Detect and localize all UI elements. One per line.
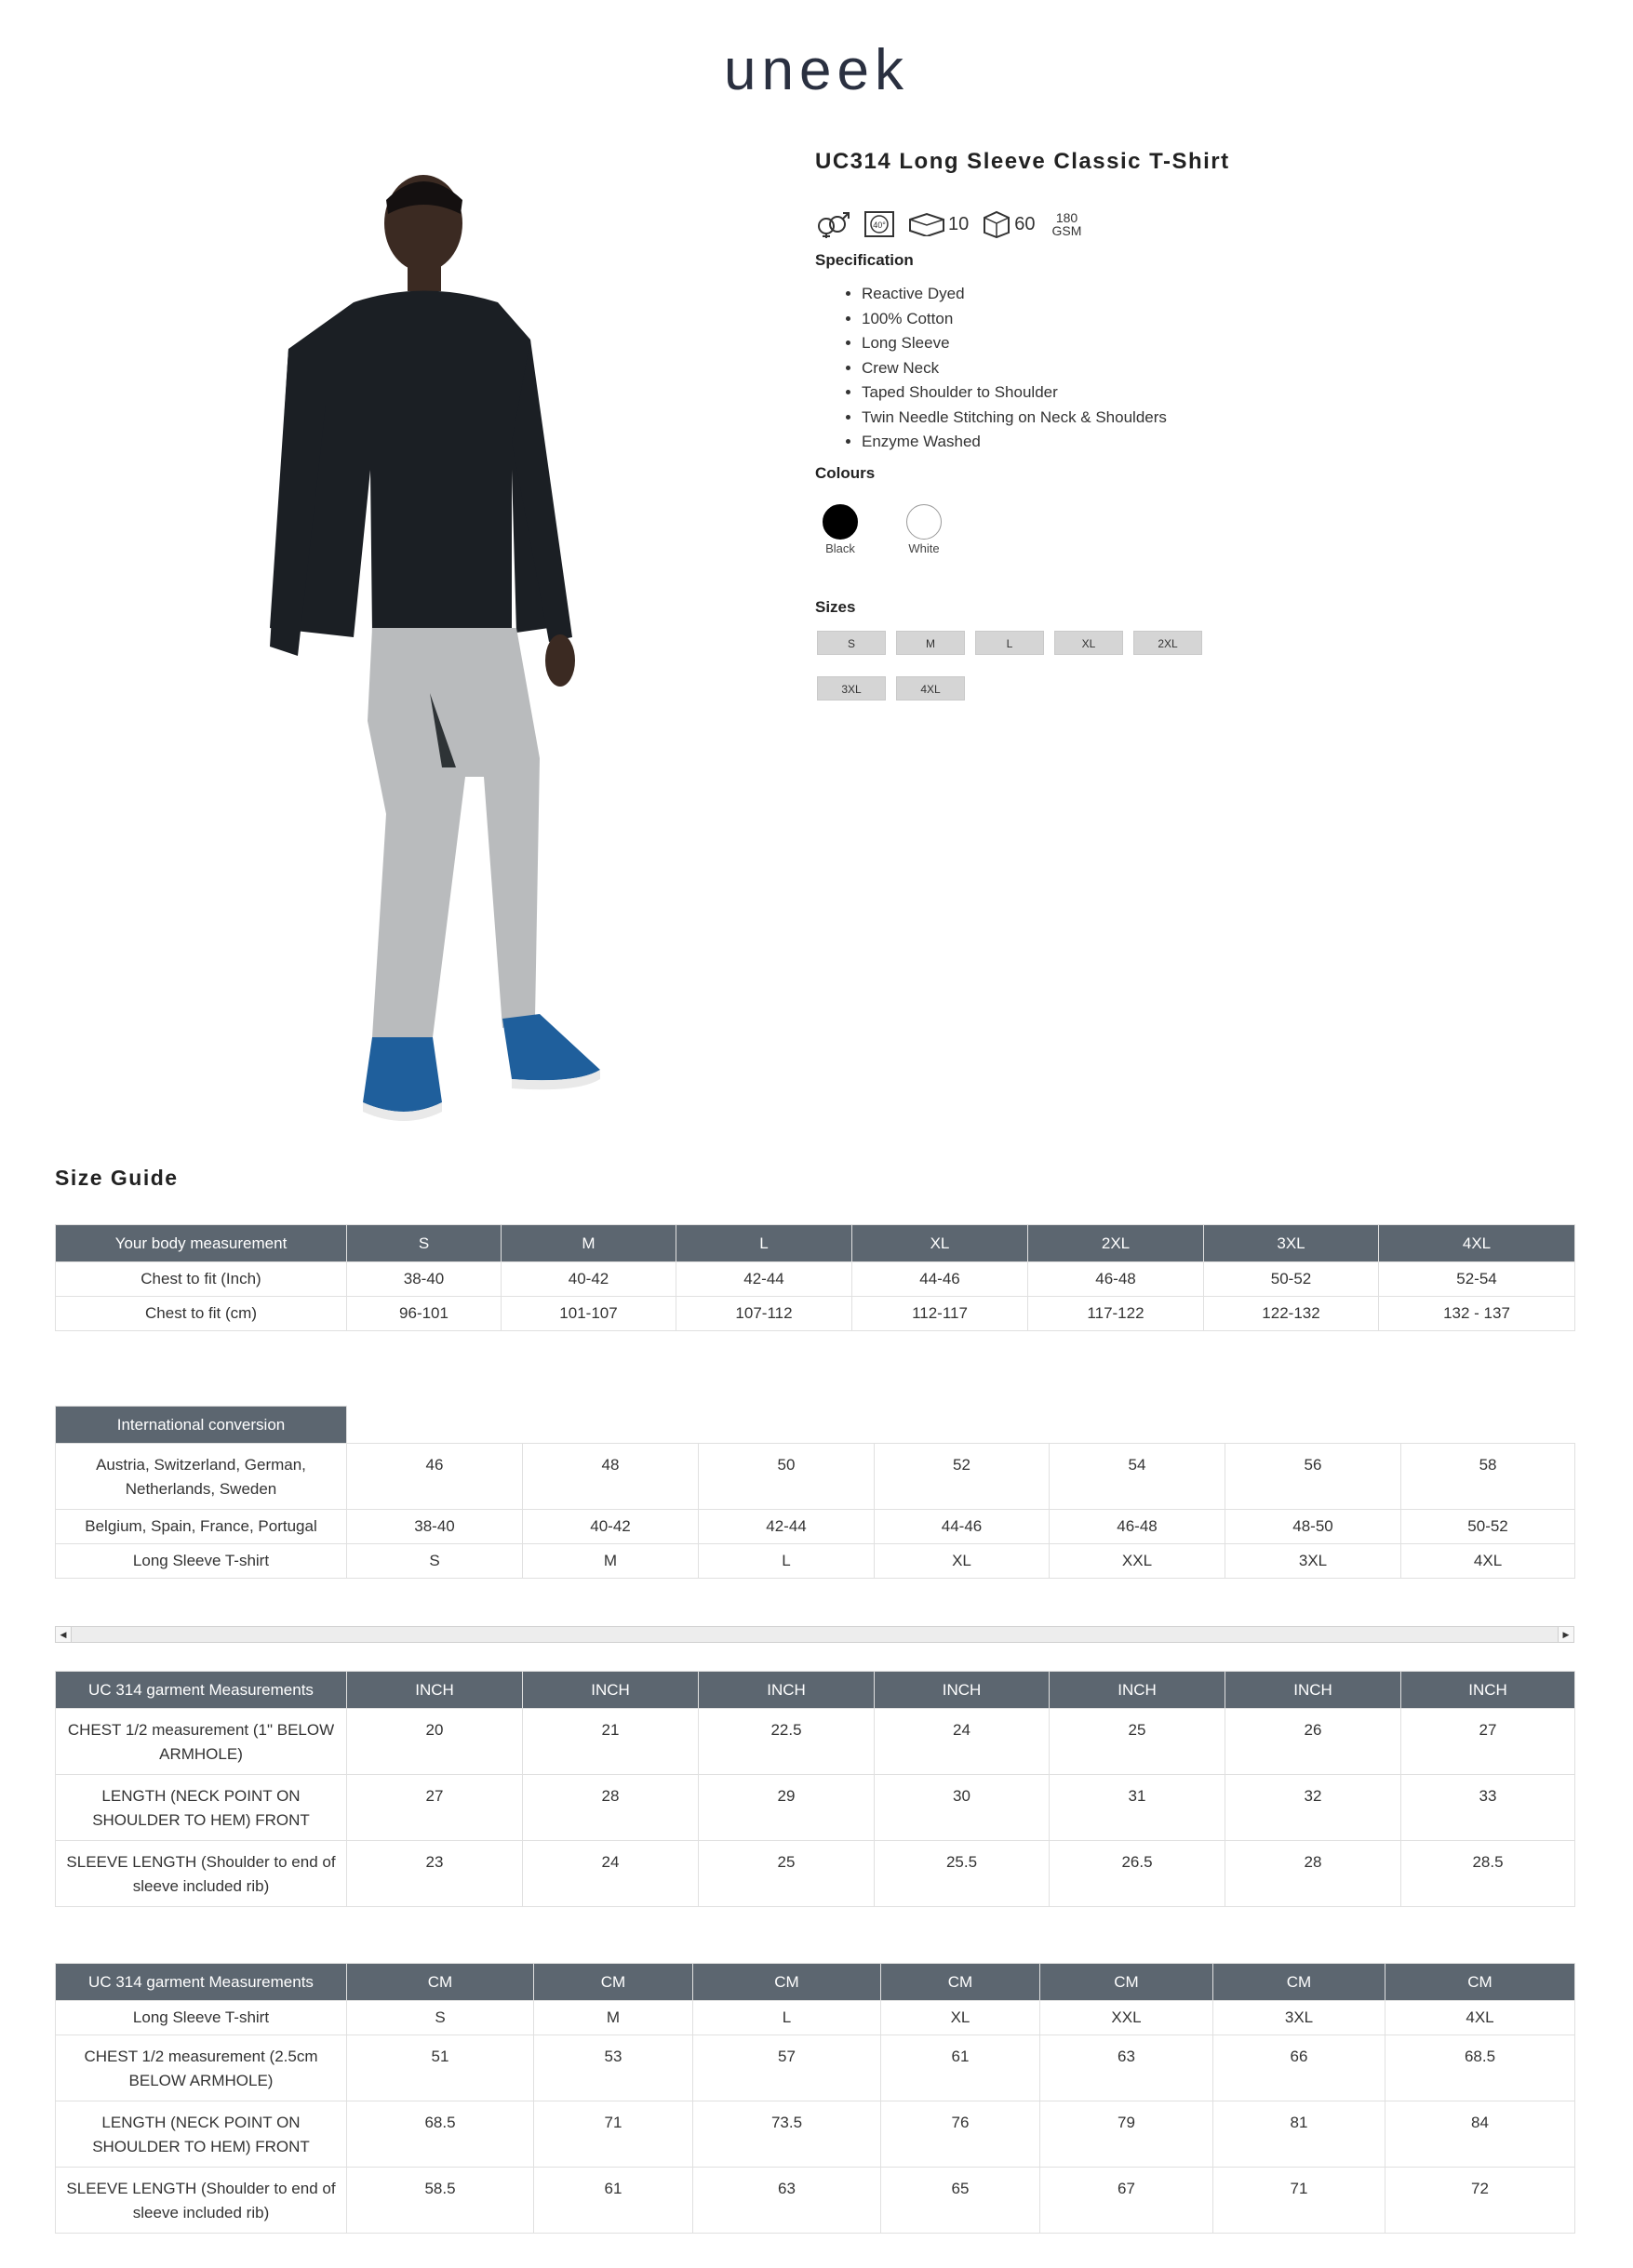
list-item: • Taped Shoulder to Shoulder xyxy=(862,380,1167,406)
list-item: • Enzyme Washed xyxy=(862,430,1167,455)
sizes-heading: Sizes xyxy=(815,598,856,616)
table-cell: 112-117 xyxy=(852,1297,1028,1331)
pack-icon xyxy=(908,212,969,236)
scroll-right-icon[interactable]: ▶ xyxy=(1558,1627,1573,1642)
table-cell: 50 xyxy=(699,1444,875,1510)
table-cell: 42-44 xyxy=(676,1262,852,1297)
table-cell: 84 xyxy=(1385,2101,1575,2168)
table-cell: 20 xyxy=(347,1709,523,1775)
header-cell: L xyxy=(676,1225,852,1262)
table-row xyxy=(56,2168,1575,2234)
table-row xyxy=(56,1510,1575,1544)
table-cell: 58.5 xyxy=(347,2168,534,2234)
table-cell: 42-44 xyxy=(699,1510,875,1544)
table-row xyxy=(56,1262,1575,1297)
header-cell: INCH xyxy=(1401,1672,1575,1709)
wash-40-icon xyxy=(863,210,895,238)
header-cell: International conversion xyxy=(56,1407,347,1444)
table-cell: 61 xyxy=(881,2035,1040,2101)
header-cell: INCH xyxy=(347,1672,523,1709)
brand-logo: uneek xyxy=(724,38,909,102)
table-cell: 25 xyxy=(1050,1709,1225,1775)
table-cell: 48-50 xyxy=(1225,1510,1401,1544)
pack-count: 10 xyxy=(948,213,970,234)
table-cell: LENGTH (NECK POINT ON SHOULDER TO HEM) FRONT xyxy=(56,1775,347,1841)
specification-list xyxy=(837,282,1167,455)
header-cell: CM xyxy=(534,1964,693,2001)
header-cell: 4XL xyxy=(1379,1225,1575,1262)
garment-cm-table xyxy=(55,1963,1575,2234)
table-cell: 53 xyxy=(534,2035,693,2101)
svg-text:40°: 40° xyxy=(873,220,886,230)
table-cell: 44-46 xyxy=(875,1510,1050,1544)
table-cell: 96-101 xyxy=(347,1297,502,1331)
list-item: • Crew Neck xyxy=(862,356,1167,381)
header-cell: CM xyxy=(693,1964,881,2001)
colours-heading: Colours xyxy=(815,464,876,482)
product-title: UC314 Long Sleeve Classic T-Shirt xyxy=(815,149,1230,174)
table-header-row xyxy=(56,1225,1575,1262)
table-cell: S xyxy=(347,1544,523,1579)
table-cell: CHEST 1/2 measurement (1" BELOW ARMHOLE) xyxy=(56,1709,347,1775)
size-chip-2xl[interactable]: 2XL xyxy=(1133,631,1202,655)
table-cell: 21 xyxy=(523,1709,699,1775)
table-cell: 63 xyxy=(693,2168,881,2234)
gsm-icon: 180 GSM xyxy=(1051,210,1082,238)
table-cell: 24 xyxy=(523,1841,699,1907)
list-item: • Twin Needle Stitching on Neck & Shoulders xyxy=(862,406,1167,431)
table-cell: 29 xyxy=(699,1775,875,1841)
table-cell: L xyxy=(693,2001,881,2035)
table-cell: 67 xyxy=(1040,2168,1213,2234)
table-header-row xyxy=(56,1672,1575,1709)
table-row xyxy=(56,1709,1575,1775)
table-cell: S xyxy=(347,2001,534,2035)
colour-label: Black xyxy=(825,541,855,555)
header-cell: UC 314 garment Measurements xyxy=(56,1672,347,1709)
table-cell: 71 xyxy=(534,2101,693,2168)
table-cell: 122-132 xyxy=(1204,1297,1379,1331)
table-row xyxy=(56,1297,1575,1331)
header-cell: UC 314 garment Measurements xyxy=(56,1964,347,2001)
colour-label: White xyxy=(908,541,940,555)
table-cell: 33 xyxy=(1401,1775,1575,1841)
table-cell: 57 xyxy=(693,2035,881,2101)
table-row xyxy=(56,2035,1575,2101)
table-cell: 32 xyxy=(1225,1775,1401,1841)
table-row xyxy=(56,1841,1575,1907)
table-cell: 24 xyxy=(875,1709,1050,1775)
table-cell: 73.5 xyxy=(693,2101,881,2168)
table-row xyxy=(56,1444,1575,1510)
table-cell: 58 xyxy=(1401,1444,1575,1510)
table-cell: 48 xyxy=(523,1444,699,1510)
table-cell: 28 xyxy=(523,1775,699,1841)
table-cell: SLEEVE LENGTH (Shoulder to end of sleeve included rib) xyxy=(56,2168,347,2234)
table-cell: 4XL xyxy=(1385,2001,1575,2035)
table-cell: 63 xyxy=(1040,2035,1213,2101)
table-cell: 52-54 xyxy=(1379,1262,1575,1297)
header-cell: CM xyxy=(1040,1964,1213,2001)
specification-heading: Specification xyxy=(815,251,914,269)
table-row xyxy=(56,1775,1575,1841)
table-cell: 107-112 xyxy=(676,1297,852,1331)
table-cell: 3XL xyxy=(1213,2001,1385,2035)
table-cell: L xyxy=(699,1544,875,1579)
table-cell: 31 xyxy=(1050,1775,1225,1841)
header-spacer xyxy=(347,1407,1575,1444)
colour-swatch-black[interactable] xyxy=(808,504,873,555)
size-chip-xl[interactable]: XL xyxy=(1054,631,1123,655)
table-cell: 25.5 xyxy=(875,1841,1050,1907)
table-cell: XXL xyxy=(1050,1544,1225,1579)
table-cell: 46-48 xyxy=(1028,1262,1204,1297)
table-cell: 81 xyxy=(1213,2101,1385,2168)
table-cell: 27 xyxy=(347,1775,523,1841)
table-cell: 65 xyxy=(881,2168,1040,2234)
table-cell: 4XL xyxy=(1401,1544,1575,1579)
table-cell: 40-42 xyxy=(502,1262,676,1297)
table-cell: 79 xyxy=(1040,2101,1213,2168)
table-cell: 46-48 xyxy=(1050,1510,1225,1544)
size-chip-3xl[interactable]: 3XL xyxy=(817,676,886,700)
table-cell: 28 xyxy=(1225,1841,1401,1907)
size-chip-m[interactable]: M xyxy=(896,631,965,655)
table-cell: XL xyxy=(881,2001,1040,2035)
table-cell: 44-46 xyxy=(852,1262,1028,1297)
size-chip-s[interactable]: S xyxy=(817,631,886,655)
table-cell: 101-107 xyxy=(502,1297,676,1331)
scroll-left-icon[interactable]: ◀ xyxy=(56,1627,72,1642)
table-cell: 68.5 xyxy=(347,2101,534,2168)
table-cell: Chest to fit (Inch) xyxy=(56,1262,347,1297)
header-cell: CM xyxy=(881,1964,1040,2001)
size-chip-l[interactable]: L xyxy=(975,631,1044,655)
table-cell: 26.5 xyxy=(1050,1841,1225,1907)
table-cell: 38-40 xyxy=(347,1510,523,1544)
header-cell: INCH xyxy=(1050,1672,1225,1709)
table-cell: Austria, Switzerland, German, Netherlands, Sweden xyxy=(56,1444,347,1510)
table-cell: LENGTH (NECK POINT ON SHOULDER TO HEM) FRONT xyxy=(56,2101,347,2168)
table-cell: 28.5 xyxy=(1401,1841,1575,1907)
table-cell: 50-52 xyxy=(1401,1510,1575,1544)
list-item: • 100% Cotton xyxy=(862,307,1167,332)
table-cell: M xyxy=(523,1544,699,1579)
table-cell: 25 xyxy=(699,1841,875,1907)
table-cell: 27 xyxy=(1401,1709,1575,1775)
table-cell: SLEEVE LENGTH (Shoulder to end of sleeve included rib) xyxy=(56,1841,347,1907)
unisex-icon xyxy=(815,210,850,238)
international-conversion-table xyxy=(55,1406,1575,1579)
table-cell: 38-40 xyxy=(347,1262,502,1297)
header-cell: 2XL xyxy=(1028,1225,1204,1262)
table-cell: XL xyxy=(875,1544,1050,1579)
table-cell: XXL xyxy=(1040,2001,1213,2035)
table-cell: 66 xyxy=(1213,2035,1385,2101)
header-cell: CM xyxy=(1213,1964,1385,2001)
table-cell: 54 xyxy=(1050,1444,1225,1510)
header-cell: INCH xyxy=(523,1672,699,1709)
box-count: 60 xyxy=(1014,213,1036,234)
table-cell: 68.5 xyxy=(1385,2035,1575,2101)
horizontal-scrollbar[interactable] xyxy=(55,1626,1574,1643)
table-cell: 23 xyxy=(347,1841,523,1907)
header-cell: INCH xyxy=(1225,1672,1401,1709)
list-item: • Long Sleeve xyxy=(862,331,1167,356)
box-icon xyxy=(982,210,1035,238)
header-cell: Your body measurement xyxy=(56,1225,347,1262)
header-cell: XL xyxy=(852,1225,1028,1262)
table-cell: CHEST 1/2 measurement (2.5cm BELOW ARMHOLE) xyxy=(56,2035,347,2101)
product-photo xyxy=(233,163,605,1135)
header-cell: CM xyxy=(1385,1964,1575,2001)
table-header-row xyxy=(56,1407,1575,1444)
table-cell: 117-122 xyxy=(1028,1297,1204,1331)
colour-swatch-white[interactable] xyxy=(891,504,957,555)
garment-inch-table xyxy=(55,1671,1575,1907)
table-cell: 30 xyxy=(875,1775,1050,1841)
header-cell: M xyxy=(502,1225,676,1262)
swatch-circle xyxy=(823,504,858,540)
size-guide-title: Size Guide xyxy=(55,1166,179,1190)
body-measurement-table xyxy=(55,1224,1575,1331)
table-cell: 52 xyxy=(875,1444,1050,1510)
size-chip-4xl[interactable]: 4XL xyxy=(896,676,965,700)
spec-icons-row xyxy=(815,208,1086,240)
header-cell: INCH xyxy=(875,1672,1050,1709)
list-item: • Reactive Dyed xyxy=(862,282,1167,307)
table-cell: 72 xyxy=(1385,2168,1575,2234)
header-cell: INCH xyxy=(699,1672,875,1709)
table-cell: Belgium, Spain, France, Portugal xyxy=(56,1510,347,1544)
table-cell: Chest to fit (cm) xyxy=(56,1297,347,1331)
table-cell: Long Sleeve T-shirt xyxy=(56,1544,347,1579)
table-row xyxy=(56,2101,1575,2168)
table-cell: 51 xyxy=(347,2035,534,2101)
table-cell: 71 xyxy=(1213,2168,1385,2234)
table-cell: 26 xyxy=(1225,1709,1401,1775)
header-cell: S xyxy=(347,1225,502,1262)
table-row xyxy=(56,1544,1575,1579)
table-header-row xyxy=(56,1964,1575,2001)
table-cell: Long Sleeve T-shirt xyxy=(56,2001,347,2035)
table-cell: 46 xyxy=(347,1444,523,1510)
swatch-circle xyxy=(906,504,942,540)
table-cell: 50-52 xyxy=(1204,1262,1379,1297)
table-row xyxy=(56,2001,1575,2035)
header-cell: 3XL xyxy=(1204,1225,1379,1262)
table-cell: 56 xyxy=(1225,1444,1401,1510)
table-cell: M xyxy=(534,2001,693,2035)
table-cell: 3XL xyxy=(1225,1544,1401,1579)
table-cell: 61 xyxy=(534,2168,693,2234)
table-cell: 76 xyxy=(881,2101,1040,2168)
table-cell: 40-42 xyxy=(523,1510,699,1544)
table-cell: 132 - 137 xyxy=(1379,1297,1575,1331)
table-cell: 22.5 xyxy=(699,1709,875,1775)
header-cell: CM xyxy=(347,1964,534,2001)
